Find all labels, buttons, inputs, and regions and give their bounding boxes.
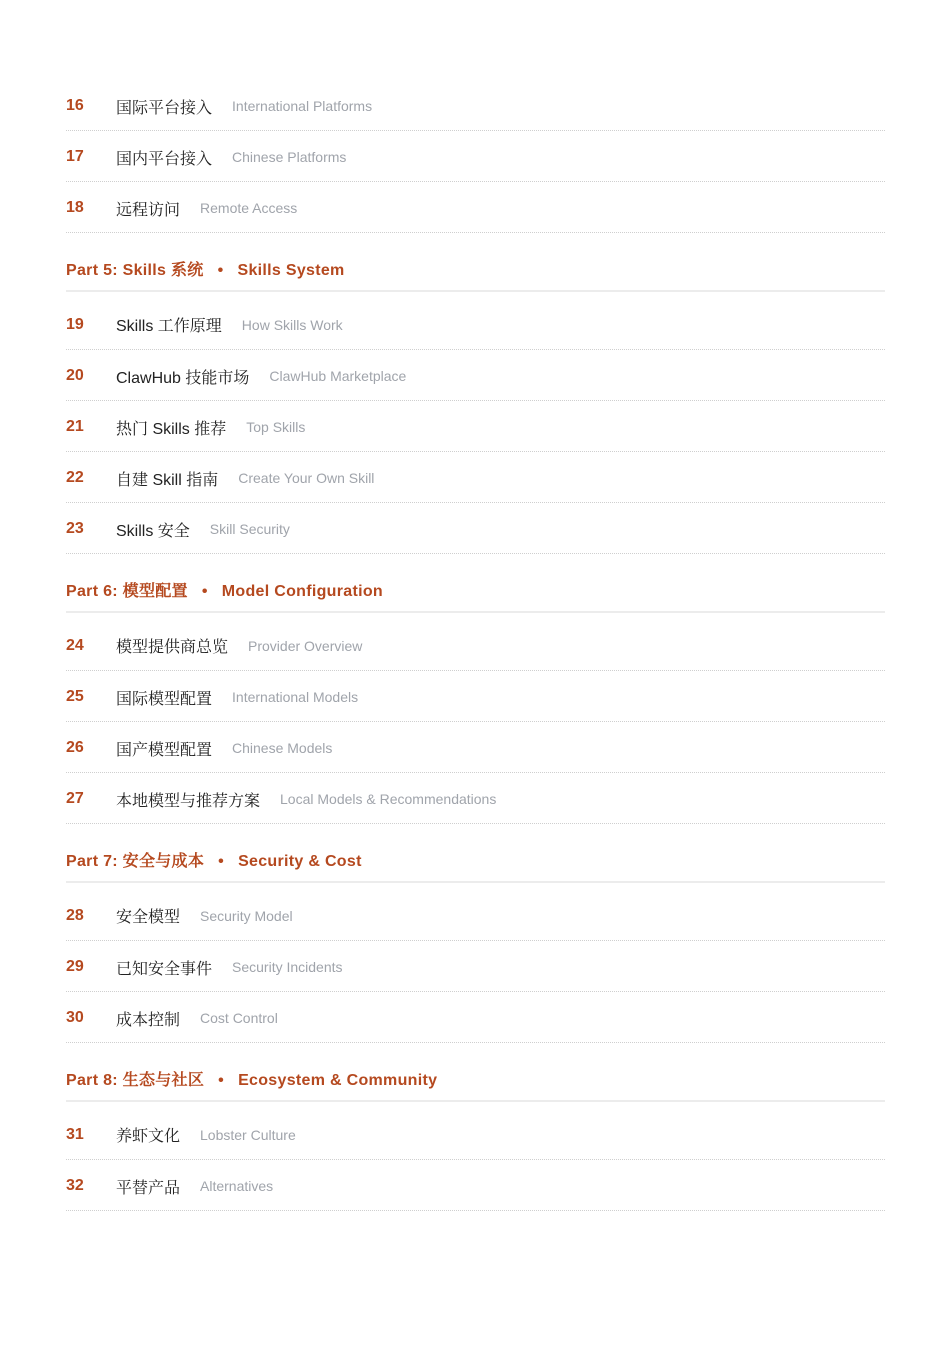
chapter-title-en: Security Incidents bbox=[232, 959, 343, 975]
toc-entry[interactable] bbox=[66, 1160, 885, 1211]
chapter-number: 23 bbox=[66, 520, 84, 537]
separator-dot: • bbox=[217, 262, 224, 279]
chapter-title-zh: 平替产品 bbox=[116, 1179, 181, 1197]
chapter-number: 16 bbox=[66, 97, 84, 114]
chapter-number: 32 bbox=[66, 1177, 84, 1194]
part-heading bbox=[66, 824, 885, 883]
chapter-title-en: Skill Security bbox=[209, 521, 290, 537]
chapter-title-en: Lobster Culture bbox=[200, 1126, 296, 1143]
chapter-title-en: Provider Overview bbox=[248, 637, 363, 654]
chapter-number: 29 bbox=[66, 958, 84, 975]
chapter-title-zh: 热门 Skills 推荐 bbox=[116, 420, 227, 438]
chapter-title-en: Top Skills bbox=[246, 419, 306, 435]
chapter-number: 21 bbox=[66, 418, 84, 435]
chapter-title-en: Local Models & Recommendations bbox=[280, 791, 497, 807]
chapter-title-en: Cost Control bbox=[200, 1010, 278, 1026]
chapter-title-zh: 安全模型 bbox=[116, 909, 181, 926]
part-title-en: Skills System bbox=[237, 262, 345, 279]
chapter-number: 17 bbox=[66, 148, 84, 165]
chapter-title-en: ClawHub Marketplace bbox=[269, 368, 407, 384]
part-title-en: Model Configuration bbox=[221, 583, 383, 600]
toc-entry[interactable] bbox=[66, 292, 885, 350]
toc-entry[interactable] bbox=[66, 80, 885, 131]
toc-entry[interactable] bbox=[66, 941, 885, 992]
chapter-title-zh: 模型提供商总览 bbox=[116, 639, 229, 656]
toc-entry[interactable] bbox=[66, 350, 885, 401]
chapter-title-en: International Platforms bbox=[232, 98, 373, 114]
part-title-en: Security & Cost bbox=[238, 853, 362, 870]
chapter-number: 24 bbox=[66, 636, 84, 654]
part-heading bbox=[66, 233, 885, 292]
chapter-title-en: Security Model bbox=[200, 907, 293, 924]
chapter-title-en: Create Your Own Skill bbox=[238, 470, 375, 486]
separator-dot: • bbox=[201, 583, 208, 600]
chapter-title-zh: 本地模型与推荐方案 bbox=[116, 792, 261, 810]
chapter-title-zh: Skills 工作原理 bbox=[116, 318, 222, 335]
separator-dot: • bbox=[218, 1072, 225, 1089]
chapter-title-zh: 成本控制 bbox=[116, 1011, 181, 1029]
chapter-number: 18 bbox=[66, 199, 84, 216]
part-heading bbox=[66, 554, 885, 613]
toc-entry[interactable] bbox=[66, 773, 885, 824]
toc-entry[interactable] bbox=[66, 722, 885, 773]
part-title-zh: Part 5: Skills 系统 bbox=[66, 262, 204, 279]
toc-entry[interactable] bbox=[66, 613, 885, 671]
chapter-number: 30 bbox=[66, 1009, 84, 1026]
chapter-number: 22 bbox=[66, 469, 84, 486]
chapter-number: 28 bbox=[66, 906, 84, 924]
chapter-title-en: Alternatives bbox=[200, 1178, 274, 1194]
toc-entry[interactable] bbox=[66, 401, 885, 452]
part-title-zh: Part 8: 生态与社区 bbox=[66, 1072, 205, 1089]
toc-entry[interactable] bbox=[66, 503, 885, 554]
toc-entry[interactable] bbox=[66, 131, 885, 182]
chapter-title-zh: 已知安全事件 bbox=[116, 960, 213, 978]
toc-entry[interactable] bbox=[66, 1102, 885, 1160]
chapter-title-zh: ClawHub 技能市场 bbox=[116, 369, 250, 387]
chapter-number: 25 bbox=[66, 688, 84, 705]
chapter-title-zh: 国内平台接入 bbox=[116, 150, 213, 168]
toc-entry[interactable] bbox=[66, 182, 885, 233]
chapter-title-en: Chinese Models bbox=[232, 740, 333, 756]
chapter-title-en: Chinese Platforms bbox=[232, 149, 347, 165]
part-heading bbox=[66, 1043, 885, 1102]
chapter-number: 19 bbox=[66, 315, 84, 333]
toc-entry[interactable] bbox=[66, 883, 885, 941]
table-of-contents bbox=[66, 80, 885, 1211]
part-title-zh: Part 7: 安全与成本 bbox=[66, 853, 205, 870]
chapter-number: 27 bbox=[66, 790, 84, 807]
chapter-title-zh: 养虾文化 bbox=[116, 1128, 181, 1145]
separator-dot: • bbox=[218, 853, 225, 870]
chapter-title-zh: Skills 安全 bbox=[116, 522, 190, 540]
chapter-title-zh: 国产模型配置 bbox=[116, 741, 213, 759]
chapter-number: 26 bbox=[66, 739, 84, 756]
chapter-title-en: How Skills Work bbox=[241, 316, 343, 333]
toc-entry[interactable] bbox=[66, 992, 885, 1043]
chapter-title-en: Remote Access bbox=[200, 200, 298, 216]
toc-entry[interactable] bbox=[66, 671, 885, 722]
part-title-en: Ecosystem & Community bbox=[238, 1072, 438, 1089]
chapter-number: 20 bbox=[66, 367, 84, 384]
toc-entry[interactable] bbox=[66, 452, 885, 503]
part-title-zh: Part 6: 模型配置 bbox=[66, 583, 188, 600]
chapter-title-zh: 远程访问 bbox=[116, 201, 181, 219]
chapter-number: 31 bbox=[66, 1125, 84, 1143]
chapter-title-zh: 国际模型配置 bbox=[116, 690, 213, 708]
chapter-title-zh: 自建 Skill 指南 bbox=[116, 471, 219, 489]
chapter-title-zh: 国际平台接入 bbox=[116, 99, 213, 117]
chapter-title-en: International Models bbox=[232, 689, 359, 705]
